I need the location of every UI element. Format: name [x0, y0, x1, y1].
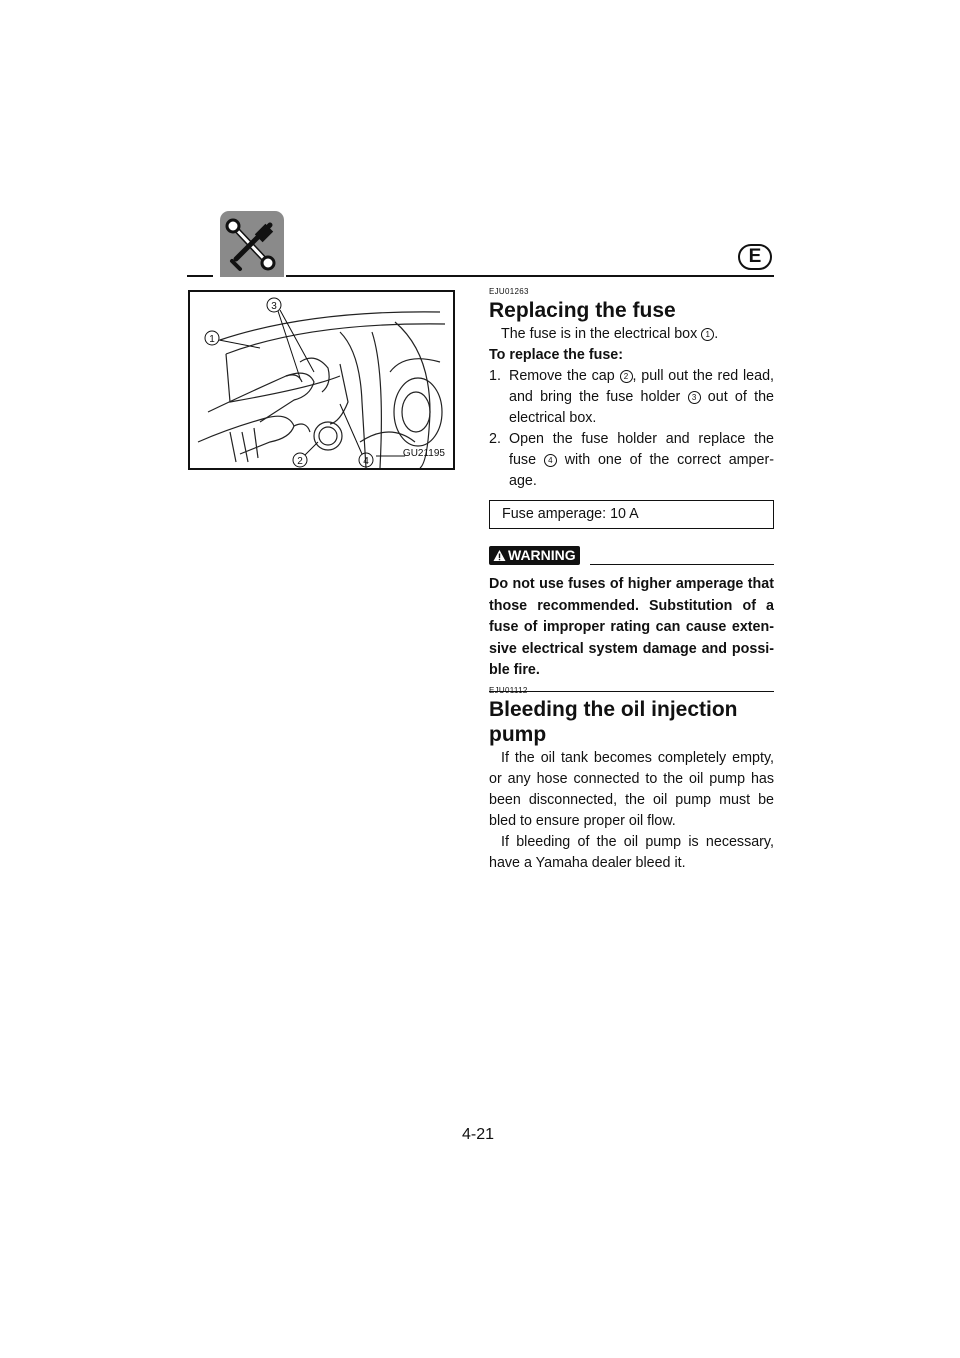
oil-section: [489, 686, 774, 874]
fuse-spec-box: Fuse amperage: 10 A: [489, 500, 774, 529]
fuse-section: [489, 287, 774, 692]
warning-icon: [493, 549, 506, 562]
warning-header: [489, 546, 774, 565]
step-2: 2. Open the fuse holder and replace the fuse 4 with one of the correct amper-age.: [489, 431, 774, 489]
warning-badge: WARNING: [489, 546, 580, 565]
figure-code: GU21195: [402, 448, 445, 459]
oil-section-title-line1: Bleeding the oil injection: [489, 698, 738, 721]
page-number: 4-21: [462, 1126, 495, 1143]
warning-rule: [590, 564, 774, 565]
warning-text: Do not use fuses of higher amperage that those recommended. Substitution of a fuse of improper rating can cause exten-sive electrical system damage and possi-ble fire.: [489, 576, 774, 678]
procedure-label: To replace the fuse:: [489, 347, 623, 363]
fuse-illustration: [188, 290, 455, 470]
oil-section-code: EJU01112: [489, 686, 528, 695]
step-1: 1. Remove the cap 2 , pull out the red lead, and bring the fuse holder 3 out of the electrical box.: [489, 368, 774, 426]
maintenance-tab: [220, 211, 284, 277]
callout-2: 2: [297, 456, 303, 467]
section-letter-badge: E: [738, 244, 772, 270]
fuse-section-code: EJU01263: [489, 287, 529, 296]
header-rule-left: [187, 275, 213, 277]
callout-4: 4: [363, 456, 369, 467]
engine-bay-drawing: [190, 292, 453, 468]
fuse-intro: The fuse is in the electrical box 1 .: [501, 326, 719, 342]
callout-3: 3: [271, 301, 277, 312]
oil-paragraph-2: If bleeding of the oil pump is necessary, have a Yamaha dealer bleed it.: [489, 834, 774, 871]
header-rule-right: [286, 275, 774, 277]
tools-icon: [220, 211, 284, 277]
oil-paragraph-1: If the oil tank becomes completely empty, or any hose connected to the oil pump has been disconnected, the oil pump must be bled to ensure proper oil flow.: [489, 750, 774, 829]
fuse-section-title: Replacing the fuse: [489, 299, 676, 322]
oil-section-title-line2: pump: [489, 723, 547, 746]
callout-1: 1: [209, 334, 215, 345]
